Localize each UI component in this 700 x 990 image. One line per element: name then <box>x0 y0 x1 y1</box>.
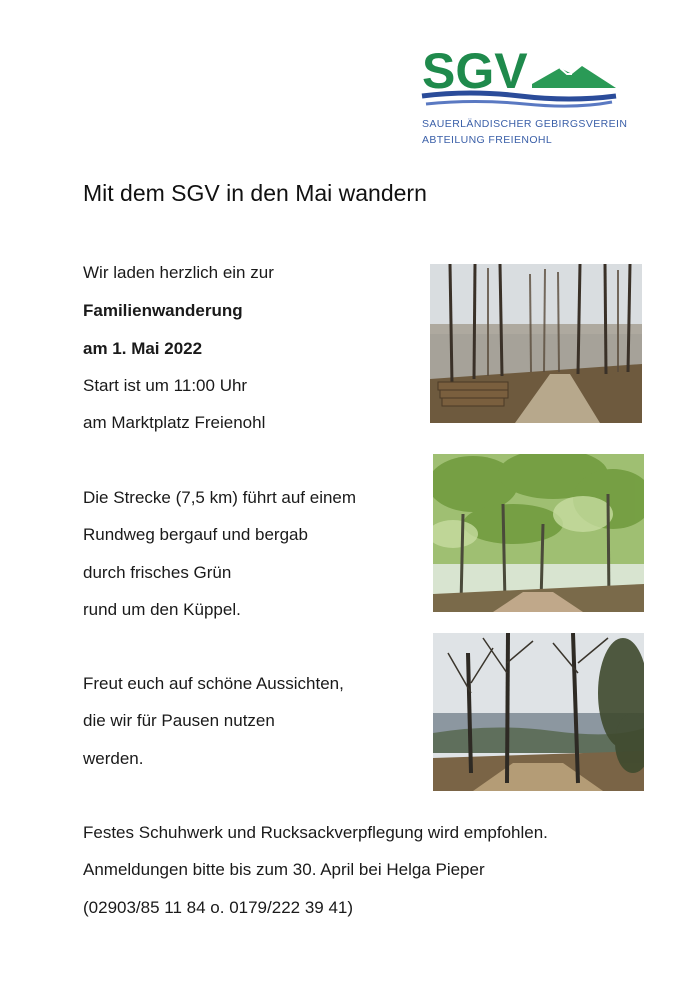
sgv-logo <box>420 44 628 154</box>
route-line-2: Rundweg bergauf und bergab <box>83 525 308 544</box>
sgv-wordmark: SGV <box>422 44 528 99</box>
route-line-1: Die Strecke (7,5 km) führt auf einem <box>83 488 357 507</box>
event-name: Familienwanderung <box>83 301 243 320</box>
views-line-1: Freut euch auf schöne Aussichten, <box>83 674 344 693</box>
views-line-2: die wir für Pausen nutzen <box>83 711 275 730</box>
phone-numbers: (02903/85 11 84 o. 0179/222 39 41) <box>83 898 354 917</box>
valley-view-photo <box>433 633 644 791</box>
forest-path-photo <box>430 264 642 423</box>
logo-subtitle-department: ABTEILUNG FREIENOHL <box>422 134 553 146</box>
registration-note: Anmeldungen bitte bis zum 30. April bei Helga Pieper <box>83 860 485 879</box>
views-line-3: werden. <box>83 749 144 768</box>
invite-line: Wir laden herzlich ein zur <box>83 263 274 282</box>
route-line-3: durch frisches Grün <box>83 563 232 582</box>
sgv-logo-graphic <box>420 44 620 114</box>
start-location: am Marktplatz Freienohl <box>83 413 266 432</box>
logo-subtitle-club: SAUERLÄNDISCHER GEBIRGSVEREIN <box>422 118 628 130</box>
start-time: Start ist um 11:00 Uhr <box>83 376 248 395</box>
page-title: Mit dem SGV in den Mai wandern <box>83 180 427 206</box>
event-date: am 1. Mai 2022 <box>83 339 203 358</box>
route-line-4: rund um den Küppel. <box>83 600 241 619</box>
equipment-note: Festes Schuhwerk und Rucksackverpflegung wird empfohlen. <box>83 823 548 842</box>
green-forest-photo <box>433 454 644 612</box>
